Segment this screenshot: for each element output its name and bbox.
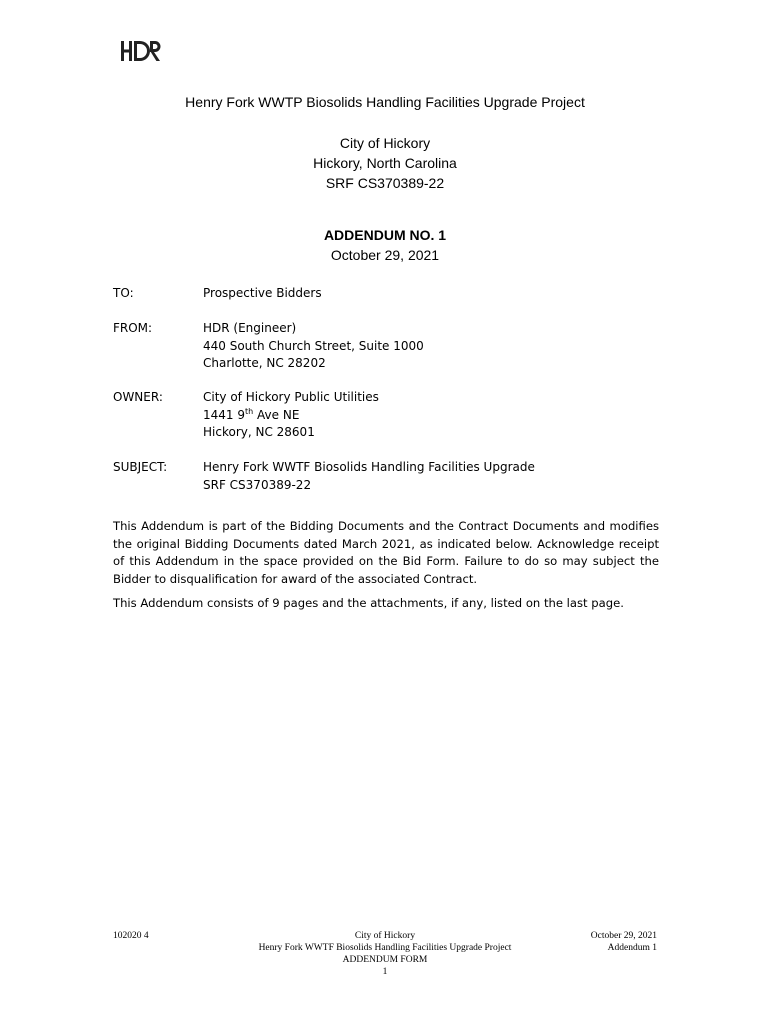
addendum-paragraph: This Addendum is part of the Bidding Documents and the Contract Documents and modifies the original Bidding Documents dated March 2021, as indicated below. Acknowledge receipt of this Addendum in the space provided on the Bid Form. Failure to do so may subject the Bidder to disqualification for award of the associated Contract. [113,519,659,586]
subject-line2: SRF CS370389-22 [203,477,312,492]
owner-label: OWNER: [113,390,163,404]
footer-project: Henry Fork WWTF Biosolids Handling Facilities Upgrade Project [258,943,512,953]
footer-page-number: 1 [382,967,388,977]
footer-form-name: ADDENDUM FORM [342,955,428,965]
from-value [203,320,683,373]
client-location: Hickory, North Carolina [313,155,457,171]
footer-date: October 29, 2021 [590,931,657,941]
to-label: TO: [113,286,134,300]
hdr-logo [121,40,161,62]
client-name: City of Hickory [339,135,431,151]
owner-street-suffix: th [245,406,254,416]
subject-value [203,459,683,494]
from-label: FROM: [113,321,153,335]
footer-doc-number: 102020 4 [113,931,149,941]
to-value: Prospective Bidders [203,286,322,300]
owner-line2 [203,407,683,425]
owner-value [203,389,683,442]
addendum-date: October 29, 2021 [330,247,440,263]
owner-line1: City of Hickory Public Utilities [203,390,379,404]
footer-right [540,930,657,954]
srf-number: SRF CS370389-22 [325,175,445,191]
owner-street-number: 1441 9 [203,407,245,422]
addendum-number: ADDENDUM NO. 1 [323,227,447,243]
page-count-paragraph: This Addendum consists of 9 pages and the attachments, if any, listed on the last page. [113,596,624,610]
subject-label: SUBJECT: [113,460,168,474]
from-line1: HDR (Engineer) [203,321,297,335]
footer-center [235,930,535,978]
owner-street-name: Ave NE [253,407,300,422]
from-line3: Charlotte, NC 28202 [203,356,326,370]
owner-line3: Hickory, NC 28601 [203,425,315,439]
subject-line1: Henry Fork WWTF Biosolids Handling Facilities Upgrade [203,460,535,474]
project-title: Henry Fork WWTP Biosolids Handling Facilities Upgrade Project [185,94,585,110]
footer-client: City of Hickory [354,931,416,941]
footer-addendum: Addendum 1 [607,943,657,953]
from-line2: 440 South Church Street, Suite 1000 [203,338,424,353]
